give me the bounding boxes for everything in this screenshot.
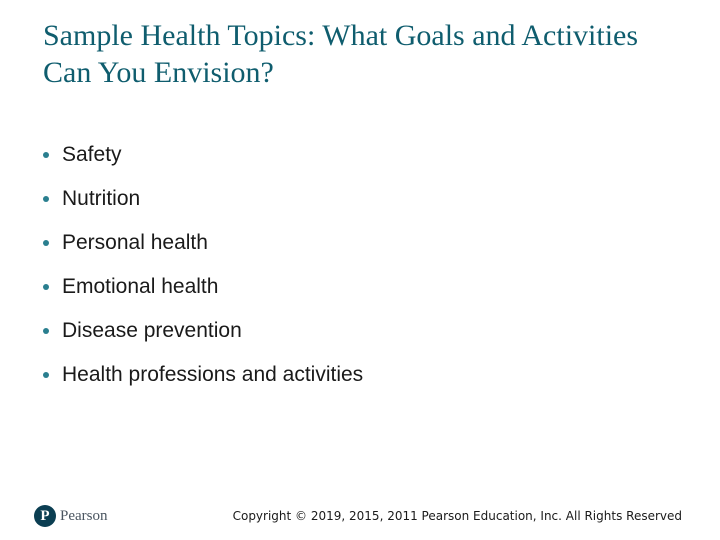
bullet-item-emotional-health xyxy=(43,265,363,309)
bullet-item-nutrition xyxy=(43,177,363,221)
bullet-dot-icon xyxy=(43,240,49,246)
bullet-text: Nutrition xyxy=(62,187,141,210)
pearson-logo-icon: P xyxy=(34,505,56,527)
bullet-dot-icon xyxy=(43,284,49,290)
bullet-dot-icon xyxy=(43,372,49,378)
bullet-item-safety xyxy=(43,133,363,177)
bullet-text: Safety xyxy=(62,143,122,166)
bullet-text: Disease prevention xyxy=(62,319,242,342)
slide-title: Sample Health Topics: What Goals and Activities Can You Envision? xyxy=(43,19,639,89)
bullet-item-disease-prevention xyxy=(43,309,363,353)
bullet-list xyxy=(43,133,363,397)
bullet-text: Personal health xyxy=(62,231,208,254)
bullet-item-personal-health xyxy=(43,221,363,265)
bullet-text: Health professions and activities xyxy=(62,363,364,386)
copyright-notice: Copyright © 2019, 2015, 2011 Pearson Education, Inc. All Rights Reserved xyxy=(232,509,682,523)
pearson-logo-text: Pearson xyxy=(60,507,108,524)
bullet-dot-icon xyxy=(43,328,49,334)
bullet-dot-icon xyxy=(43,196,49,202)
bullet-item-health-professions xyxy=(43,353,363,397)
bullet-dot-icon xyxy=(43,152,49,158)
pearson-logo xyxy=(34,505,108,527)
bullet-text: Emotional health xyxy=(62,275,219,298)
